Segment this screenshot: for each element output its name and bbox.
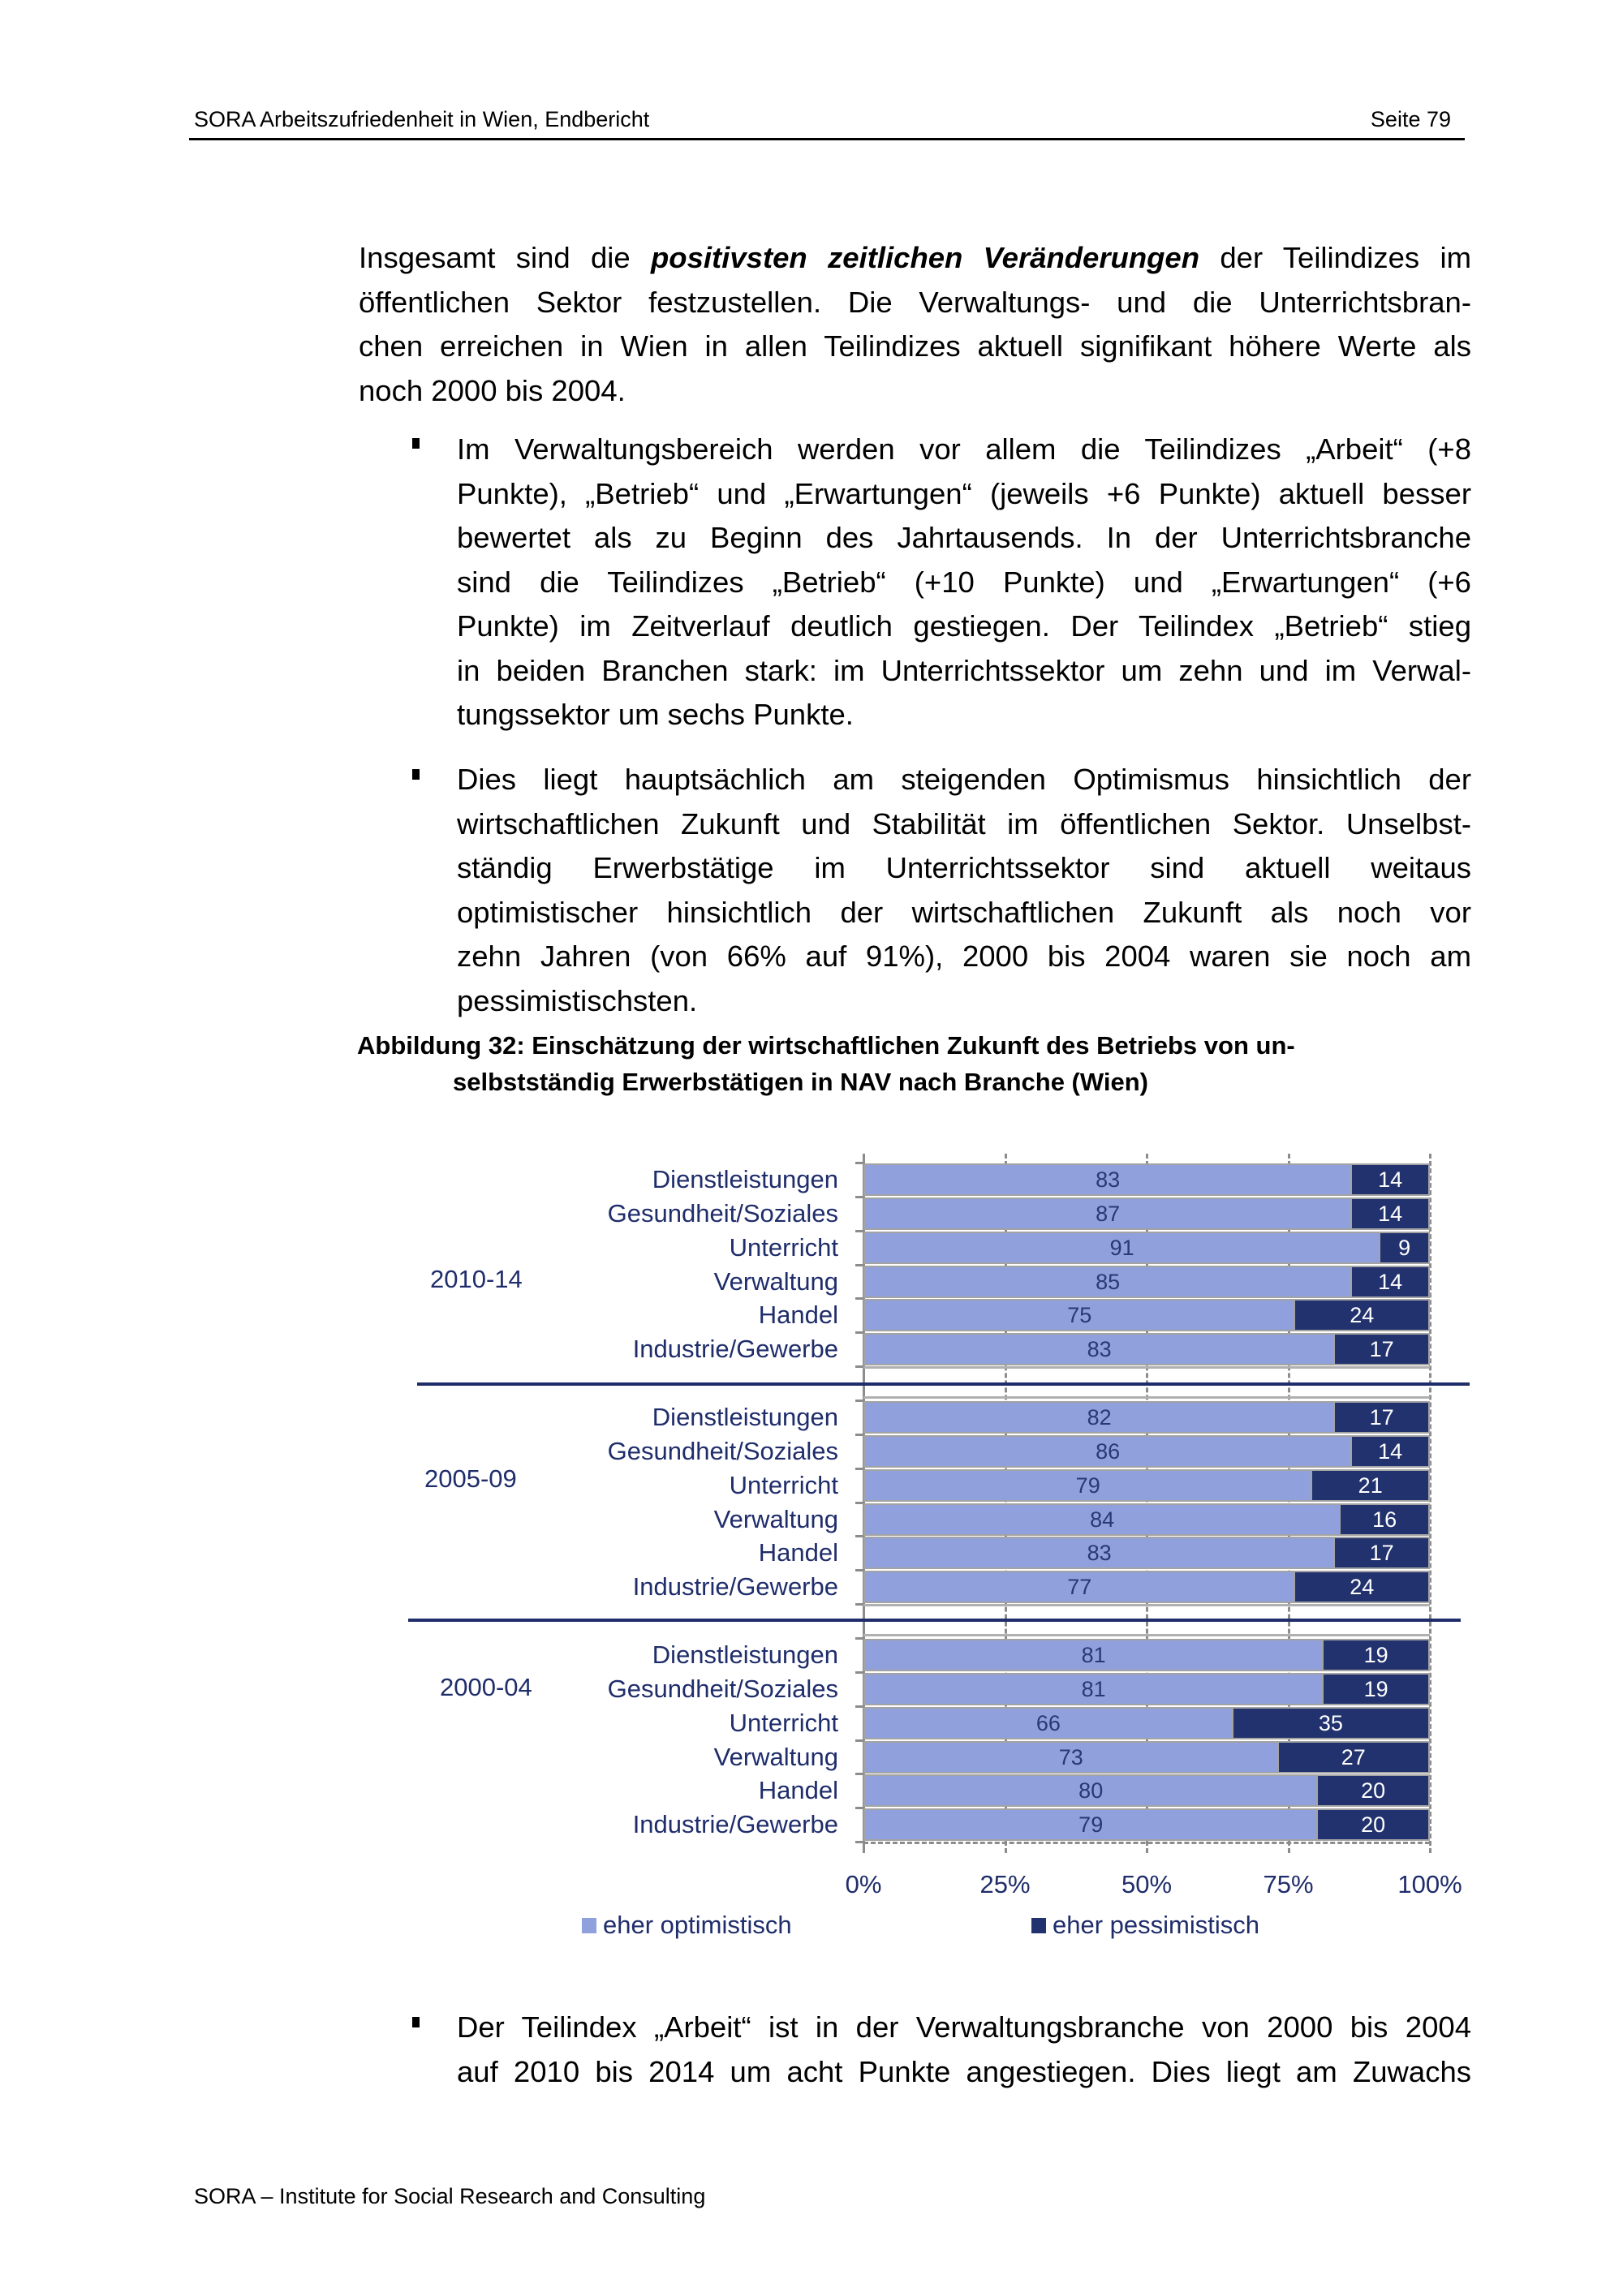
intro-line: öffentlichen Sektor festzustellen. Die Verwaltungs- und die Unterrichtsbran- [359, 285, 1471, 319]
bullet-line: Dies liegt hauptsächlich am steigenden Optimismus hinsichtlich der [457, 763, 1471, 796]
bullet-line: tungssektor um sechs Punkte. [457, 698, 854, 731]
page-number: Seite 79 [1370, 107, 1451, 131]
category-label: Industrie/Gewerbe [632, 1810, 838, 1838]
bar-row[interactable] [863, 1503, 1430, 1536]
bar-segment-optimistic[interactable]: 77 [863, 1571, 1294, 1603]
bar-segment-pessimistic[interactable]: 20 [1316, 1808, 1430, 1841]
bar-row[interactable] [863, 1673, 1430, 1705]
bar-row[interactable] [863, 1571, 1430, 1603]
axis-tick [855, 1739, 863, 1742]
intro-paragraph [359, 236, 1471, 413]
axis-tick [855, 1603, 863, 1606]
category-label: Verwaltung [713, 1267, 838, 1296]
bullet-line: zehn Jahren (von 66% auf 91%), 2000 bis 2004 waren sie noch am [457, 939, 1471, 973]
axis-tick [855, 1297, 863, 1300]
x-tick-label: 25% [979, 1870, 1031, 1898]
axis-tick [855, 1535, 863, 1537]
bullet-line: ständig Erwerbstätige im Unterrichtssektor sind aktuell weitaus [457, 851, 1471, 884]
running-header-title: SORA Arbeitszufriedenheit in Wien, Endbericht [194, 107, 650, 131]
bullet-line: wirtschaftlichen Zukunft und Stabilität im öffentlichen Sektor. Unselbst- [457, 806, 1471, 841]
x-axis-line [863, 1842, 1430, 1844]
bullet-line: in beiden Branchen stark: im Unterrichtssektor um zehn und im Verwal- [457, 653, 1471, 687]
category-label: Dienstleistungen [652, 1165, 838, 1193]
bar-segment-optimistic[interactable]: 81 [863, 1673, 1322, 1705]
bar-row[interactable] [863, 1333, 1430, 1365]
bullet-square-icon [412, 438, 420, 449]
bar-row[interactable] [863, 1299, 1430, 1331]
axis-tick [855, 1331, 863, 1334]
bullet-line: Im Verwaltungsbereich werden vor allem die Teilindizes „Arbeit“ (+8 [457, 432, 1471, 466]
group-label: 2000-04 [440, 1673, 532, 1701]
bar-segment-optimistic[interactable]: 83 [863, 1537, 1333, 1569]
bar-segment-optimistic[interactable]: 82 [863, 1401, 1333, 1434]
category-label: Unterricht [729, 1709, 838, 1737]
figure-caption-line-2: selbstständig Erwerbstätigen in NAV nach Branche (Wien) [453, 1068, 1148, 1096]
bar-row[interactable] [863, 1774, 1430, 1807]
bar-segment-optimistic[interactable]: 66 [863, 1707, 1232, 1739]
bar-segment-pessimistic[interactable]: 19 [1322, 1639, 1430, 1671]
bar-segment-optimistic[interactable]: 85 [863, 1266, 1350, 1298]
axis-tick [855, 1807, 863, 1809]
category-label: Industrie/Gewerbe [632, 1335, 838, 1363]
bullet-line: bewertet als zu Beginn des Jahrtausends. In der Unterrichtsbranche [457, 521, 1471, 554]
axis-tick [855, 1637, 863, 1640]
bar-segment-pessimistic[interactable]: 17 [1333, 1333, 1430, 1365]
bar-segment-optimistic[interactable]: 80 [863, 1774, 1316, 1807]
bullet-line: auf 2010 bis 2014 um acht Punkte angestiegen. Dies liegt am Zuwachs [457, 2054, 1471, 2088]
axis-tick [855, 1196, 863, 1198]
group-separator-line [417, 1382, 1470, 1386]
legend-swatch-optimistic-icon [582, 1918, 596, 1933]
intro-line: noch 2000 bis 2004. [359, 373, 626, 407]
bar-segment-optimistic[interactable]: 87 [863, 1197, 1350, 1230]
bar-segment-pessimistic[interactable]: 14 [1350, 1163, 1430, 1196]
axis-tick [855, 1230, 863, 1232]
category-label: Dienstleistungen [652, 1403, 838, 1431]
bullet-line: Punkte), „Betrieb“ und „Erwartungen“ (jeweils +6 Punkte) aktuell besser [457, 476, 1471, 510]
bar-segment-pessimistic[interactable]: 20 [1316, 1774, 1430, 1807]
bar-segment-pessimistic[interactable]: 14 [1350, 1266, 1430, 1298]
bar-row[interactable] [863, 1266, 1430, 1298]
bar-segment-pessimistic[interactable]: 17 [1333, 1401, 1430, 1434]
bar-segment-pessimistic[interactable]: 19 [1322, 1673, 1430, 1705]
intro-line: chen erreichen in Wien in allen Teilindizes aktuell signifikant höhere Werte als [359, 329, 1471, 363]
bar-segment-pessimistic[interactable]: 17 [1333, 1537, 1430, 1569]
category-label: Gesundheit/Soziales [607, 1199, 838, 1228]
bar-row[interactable] [863, 1741, 1430, 1774]
bar-segment-pessimistic[interactable]: 14 [1350, 1435, 1430, 1468]
category-label: Handel [758, 1776, 838, 1804]
bar-segment-optimistic[interactable]: 79 [863, 1469, 1311, 1502]
bar-segment-pessimistic[interactable]: 24 [1294, 1571, 1430, 1603]
bullet-line: Der Teilindex „Arbeit“ ist in der Verwaltungsbranche von 2000 bis 2004 [457, 2010, 1471, 2044]
axis-tick [855, 1162, 863, 1164]
figure-caption-line-1: Abbildung 32: Einschätzung der wirtschaftlichen Zukunft des Betriebs von un- [357, 1031, 1295, 1060]
bar-row[interactable] [863, 1808, 1430, 1841]
category-label: Verwaltung [713, 1505, 838, 1533]
category-label: Handel [758, 1301, 838, 1329]
page-footer: SORA – Institute for Social Research and Consulting [194, 2184, 706, 2208]
bar-segment-pessimistic[interactable]: 24 [1294, 1299, 1430, 1331]
bullet-paragraph-2 [457, 758, 1471, 1023]
intro-line: Insgesamt sind die positivsten zeitlichen Veränderungen der Teilindizes im [359, 241, 1471, 274]
bar-row[interactable] [863, 1435, 1430, 1468]
bar-row[interactable] [863, 1639, 1430, 1671]
x-tick-label: 50% [1121, 1870, 1173, 1898]
category-label: Unterricht [729, 1233, 838, 1262]
bar-segment-optimistic[interactable]: 83 [863, 1163, 1350, 1196]
axis-tick [855, 1502, 863, 1504]
axis-tick [855, 1468, 863, 1470]
bullet-paragraph-3 [457, 2006, 1471, 2094]
axis-tick [855, 1841, 863, 1843]
axis-tick [855, 1400, 863, 1402]
x-tick-label: 0% [845, 1870, 882, 1898]
x-tick-label: 75% [1263, 1870, 1314, 1898]
bar-row[interactable] [863, 1707, 1430, 1739]
legend-swatch-pessimistic-icon [1031, 1918, 1046, 1933]
category-label: Gesundheit/Soziales [607, 1437, 838, 1465]
header-rule [189, 138, 1465, 140]
category-label: Verwaltung [713, 1743, 838, 1771]
bar-segment-optimistic[interactable]: 79 [863, 1808, 1316, 1841]
bullet-square-icon [412, 2017, 420, 2027]
axis-tick [855, 1773, 863, 1775]
bullet-line: sind die Teilindizes „Betrieb“ (+10 Punkte) und „Erwartungen“ (+6 [457, 565, 1471, 599]
x-tick-label: 100% [1397, 1870, 1462, 1898]
bar-row[interactable] [863, 1197, 1430, 1230]
bar-segment-optimistic[interactable]: 84 [863, 1503, 1339, 1536]
bar-segment-optimistic[interactable]: 81 [863, 1639, 1322, 1671]
axis-tick [855, 1671, 863, 1674]
axis-tick [855, 1434, 863, 1436]
bullet-line: pessimistischsten. [457, 983, 698, 1017]
bar-segment-optimistic[interactable]: 86 [863, 1435, 1350, 1468]
bullet-paragraph-1 [457, 428, 1471, 737]
emphasis-text: positivsten zeitlichen Veränderungen [651, 241, 1200, 274]
bullet-square-icon [412, 769, 420, 780]
bar-segment-pessimistic[interactable]: 16 [1339, 1503, 1430, 1536]
bar-segment-optimistic[interactable]: 75 [863, 1299, 1294, 1331]
bar-row[interactable] [863, 1232, 1430, 1264]
group-label: 2005-09 [424, 1464, 517, 1493]
bar-segment-pessimistic[interactable]: 21 [1311, 1469, 1430, 1502]
bullet-line: Punkte) im Zeitverlauf deutlich gestiegen. Der Teilindex „Betrieb“ stieg [457, 609, 1471, 643]
bar-segment-pessimistic[interactable]: 35 [1232, 1707, 1430, 1739]
bar-row[interactable] [863, 1537, 1430, 1569]
bar-segment-pessimistic[interactable]: 14 [1350, 1197, 1430, 1230]
category-label: Industrie/Gewerbe [632, 1572, 838, 1601]
category-label: Gesundheit/Soziales [607, 1675, 838, 1703]
axis-tick [855, 1264, 863, 1266]
bar-row[interactable] [863, 1469, 1430, 1502]
group-label: 2010-14 [430, 1265, 523, 1293]
bar-segment-optimistic[interactable]: 91 [863, 1232, 1379, 1264]
bar-segment-pessimistic[interactable]: 27 [1277, 1741, 1430, 1774]
bar-row[interactable] [863, 1163, 1430, 1196]
legend-label-pessimistic: eher pessimistisch [1053, 1911, 1259, 1939]
category-label: Handel [758, 1538, 838, 1567]
legend-label-optimistic: eher optimistisch [603, 1911, 792, 1939]
category-label: Unterricht [729, 1471, 838, 1499]
group-separator-line [408, 1619, 1461, 1622]
axis-tick [855, 1365, 863, 1368]
bar-segment-optimistic[interactable]: 83 [863, 1333, 1333, 1365]
bar-row[interactable] [863, 1401, 1430, 1434]
category-label: Dienstleistungen [652, 1640, 838, 1669]
axis-tick [855, 1705, 863, 1708]
axis-tick [855, 1569, 863, 1572]
bar-segment-pessimistic[interactable]: 9 [1379, 1232, 1430, 1264]
bullet-line: optimistischer hinsichtlich der wirtschaftlichen Zukunft als noch vor [457, 895, 1471, 929]
bar-segment-optimistic[interactable]: 73 [863, 1741, 1277, 1774]
